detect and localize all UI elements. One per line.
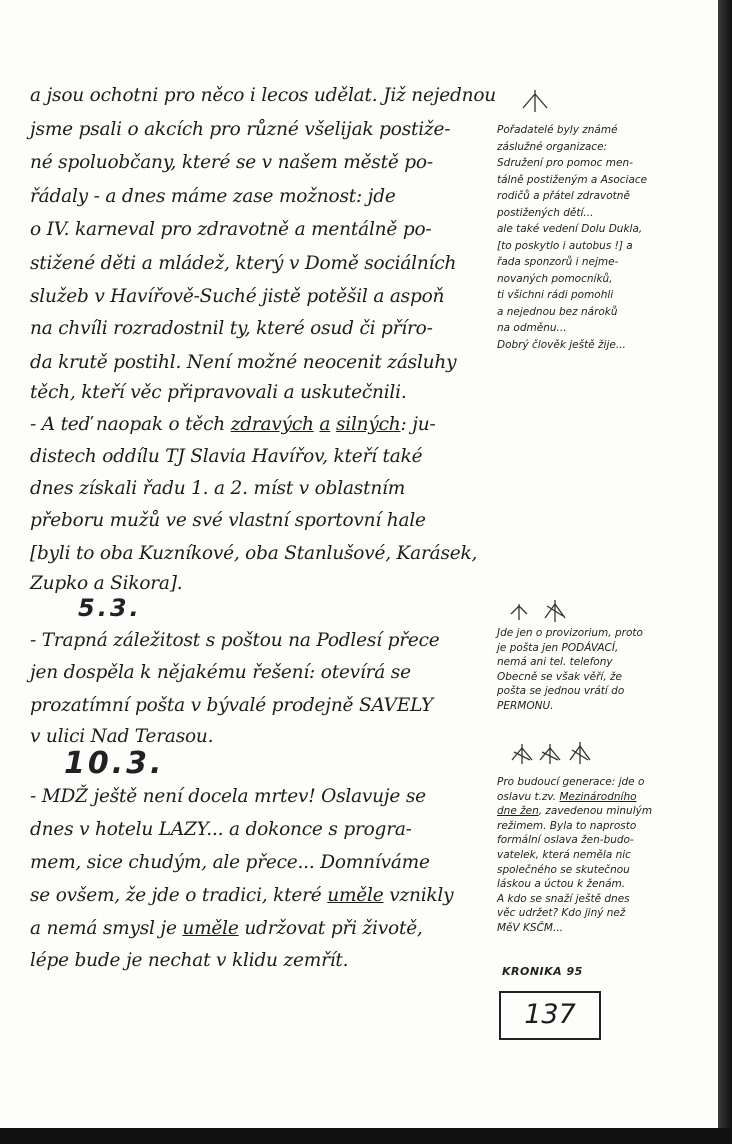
page-number: 137 [524,999,576,1030]
text-span: - Trapná záležitost s poštou na Podlesí přece [30,630,440,651]
text-span: : ju- [400,414,436,435]
scan-edge-bottom [0,1128,732,1144]
side-note-line: řada sponzorů i nejme- [497,256,619,268]
main-text-line [30,119,500,140]
text-span: Pro budoucí generace: jde o [497,776,645,788]
side-note-line: ale také vedení Dolu Dukla, [497,223,643,235]
side-note-line: tálně postiženým a Asociace [497,173,648,186]
text-span: - MDŽ ještě není docela mrtev! Oslavuje se [30,786,426,807]
side-note-line [497,776,712,788]
text-span: na chvíli rozradostnil ty, které osud či příro- [30,318,433,339]
text-span: formální oslava žen-budo- [497,834,634,847]
text-span: těch, kteří věc připravovali a uskutečnili. [30,382,407,403]
main-text-line [30,852,500,873]
date-heading-10-3: 10.3. [64,746,165,781]
main-text-line [30,918,500,939]
main-text-line [30,885,500,906]
underlined-word: zdravých [230,414,314,435]
text-span: a nemá smysl je [30,918,183,939]
main-text-line [30,478,500,499]
main-text-line [30,543,500,564]
scan-edge-right [718,0,732,1144]
date-heading-5-3: 5.3. [78,594,142,622]
underlined-word: Mezinárodního [559,790,637,803]
side-note-line: pošta se jednou vrátí do [497,685,625,697]
side-note-line [497,820,712,832]
side-note-line: nemá ani tel. telefony [497,656,613,668]
underlined-word: uměle [182,918,239,939]
text-span: né spoluobčany, které se v našem městě po- [30,152,433,173]
text-span: oslavu t.zv. [497,790,560,803]
main-text-line [30,85,500,106]
main-text-line [30,219,500,240]
text-span: vatelek, která neměla nic [497,849,631,861]
main-text-line [30,318,500,339]
main-text-line [30,573,500,594]
side-note-line: Obecně se však věří, že [497,670,622,683]
text-span: udržovat při životě, [238,918,423,939]
main-text-line [30,152,500,173]
side-note-line [497,907,712,919]
main-text-line [30,695,500,716]
text-span: da krutě postihl. Není možné neocenit zásluhy [30,352,457,373]
text-span: společného se skutečnou [497,863,630,876]
text-span: se ovšem, že jde o tradici, které [30,885,328,906]
text-span: vznikly [383,885,454,906]
side-note-line [497,791,712,803]
side-note-line [497,893,712,905]
main-text-line [30,662,500,683]
main-text-line [30,446,500,467]
text-span: mem, sice chudým, ale přece... Domníváme [30,852,430,873]
text-span: A kdo se snaží ještě dnes [497,892,630,905]
text-span: distech oddílu TJ Slavia Havířov, kteří také [30,446,423,467]
mark-double-icon [505,598,585,624]
text-span: , zavedenou minulým [538,805,653,818]
text-span: věc udržet? Kdo jiný než [497,907,626,920]
underlined-word: dne žen [497,805,539,818]
main-text-line [30,786,500,807]
text-span: o IV. karneval pro zdravotně a mentálně po- [30,219,432,240]
text-span: - A teď naopak o těch [30,414,231,435]
text-span: Zupko a Sikora]. [30,573,183,594]
text-span: prozatímní pošta v bývalé prodejně SAVELY [30,695,434,716]
side-note-line: ti všichni rádi pomohli [497,289,614,301]
main-text-line [30,950,500,971]
side-note-line: Jde jen o provizorium, proto [497,627,643,639]
text-span: přeboru mužů ve své vlastní sportovní hale [30,510,426,531]
text-span: jen dospěla k nějakému řešení: otevírá se [30,662,411,683]
underlined-word: uměle [327,885,384,906]
side-note-line: [to poskytlo i autobus !] a [497,239,633,252]
main-text-line [30,352,500,373]
main-text-line [30,819,500,840]
side-note-line: Sdružení pro pomoc men- [497,157,633,169]
main-text-line [30,726,500,747]
side-note-line: PERMONU. [497,699,554,712]
side-note-line [497,922,712,934]
text-span: v ulici Nad Terasou. [30,726,214,747]
text-span: láskou a úctou k ženám. [497,878,626,891]
text-span: stižené děti a mládež, který v Domě sociálních [30,253,457,274]
text-span: [byli to oba Kuzníkové, oba Stanlušové, Karásek, [30,543,478,564]
text-span: MěV KSČM... [497,922,563,934]
side-note-line: rodičů a přátel zdravotně [497,190,630,202]
side-note-line: novaných pomocníků, [497,272,613,285]
mark-triple-icon [508,740,598,768]
text-span: jsme psali o akcích pro různé všelijak postiže- [30,119,451,140]
text-span: služeb v Havířově-Suché jistě potěšil a aspoň [30,286,445,307]
main-text-line [30,286,500,307]
side-note-line: Pořadatelé byly známé [497,124,618,136]
text-span: lépe bude je nechat v klidu zemřít. [30,950,349,971]
main-text-line [30,382,500,403]
side-note-line [497,849,712,861]
text-span: dnes v hotelu LAZY... a dokonce s progra- [30,819,412,840]
side-note-line: a nejednou bez nároků [497,305,618,318]
text-span: dnes získali řadu 1. a 2. míst v oblastním [30,478,406,499]
text-span: a jsou ochotni pro něco i lecos udělat. Již nejednou [30,85,497,106]
side-note-line: na odměnu... [497,322,567,334]
text-span: režimem. Byla to naprosto [497,819,637,832]
main-text-line [30,253,500,274]
side-note-line: postižených dětí... [497,206,594,219]
mark-single-icon [515,88,555,114]
side-note-line [497,834,712,846]
side-note-line [497,864,712,876]
chronicle-label: KRONIKA 95 [502,965,583,978]
side-note-line [497,878,712,890]
side-note-line: záslužné organizace: [497,140,608,153]
underlined-word: silných [335,414,401,435]
side-note-line: Dobrý člověk ještě žije... [497,338,626,351]
main-text-line [30,186,500,207]
main-text-line [30,414,500,435]
side-note-line [497,805,712,817]
main-text-line [30,630,500,651]
underlined-word: a [319,414,331,435]
side-note-line: je pošta jen PODÁVACÍ, [497,641,619,654]
text-span: řádaly - a dnes máme zase možnost: jde [30,186,396,207]
page-number-box [499,991,601,1040]
main-text-line [30,510,500,531]
